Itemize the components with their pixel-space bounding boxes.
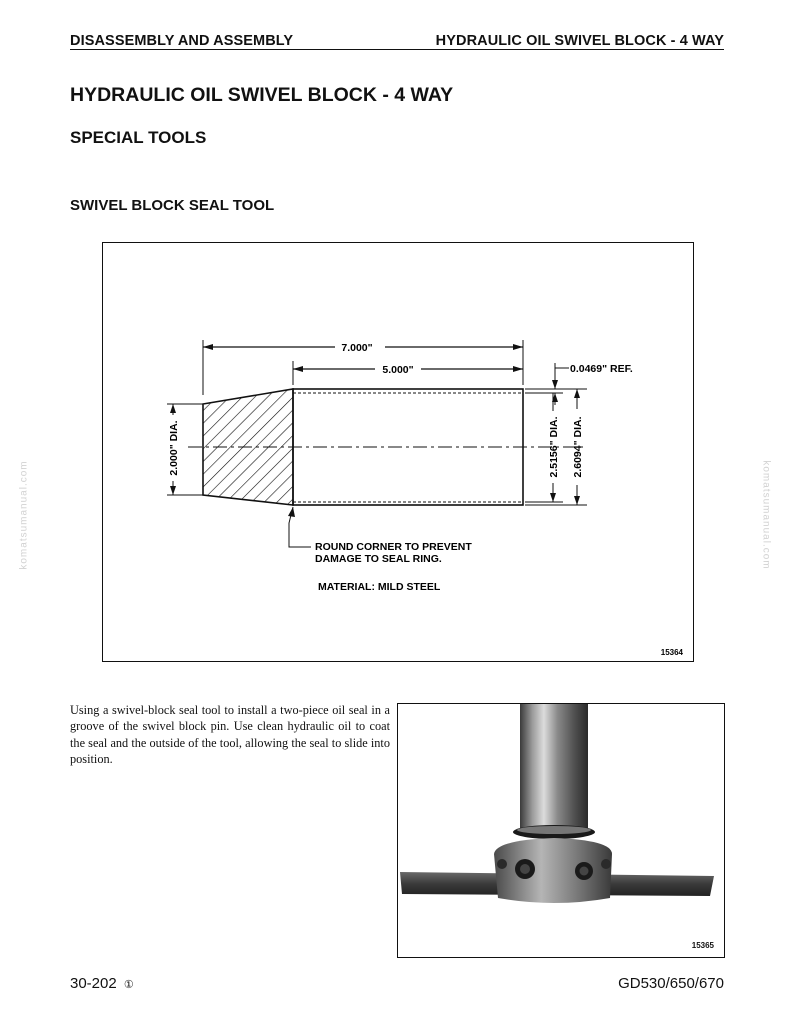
footer-model: GD530/650/670	[618, 975, 724, 992]
page-title: HYDRAULIC OIL SWIVEL BLOCK - 4 WAY	[70, 84, 454, 106]
page-number: 30-202	[70, 975, 117, 992]
watermark-left: komatsumanual.com	[18, 460, 30, 570]
subsection-title: SWIVEL BLOCK SEAL TOOL	[70, 197, 275, 214]
dimension-outer-diameter: 2.6094" DIA.	[572, 416, 584, 478]
revision-symbol: ①	[123, 979, 134, 991]
photo-pin	[520, 704, 588, 830]
photo-figure-number: 15365	[691, 941, 714, 950]
seal-tool-diagram	[103, 243, 693, 661]
dimension-ref-thickness: 0.0469" REF.	[570, 363, 633, 375]
corner-note-line1: ROUND CORNER TO PREVENT	[315, 541, 472, 553]
figure-number: 15364	[660, 648, 683, 657]
header-section-label: DISASSEMBLY AND ASSEMBLY	[70, 33, 294, 49]
photo-figure	[397, 703, 725, 958]
dimension-overall-length: 7.000"	[341, 342, 373, 354]
section-title: SPECIAL TOOLS	[70, 128, 207, 147]
watermark-right: komatsumanual.com	[760, 460, 772, 570]
tool-drawing-figure	[102, 242, 694, 662]
header-rule	[70, 49, 724, 50]
header-topic-label: HYDRAULIC OIL SWIVEL BLOCK - 4 WAY	[435, 33, 724, 49]
dimension-inner-diameter: 2.5156" DIA.	[548, 416, 560, 478]
dimension-tip-diameter: 2.000" DIA.	[168, 420, 180, 476]
photo-swivel-block	[494, 838, 612, 903]
instruction-paragraph: Using a swivel-block seal tool to install a two-piece oil seal in a groove of the swivel block pin. Use clean hydraulic oil to coat the seal and the outside of the tool, allowing the seal to slide into position.	[70, 703, 390, 767]
dimension-body-length: 5.000"	[382, 364, 414, 376]
footer-page	[70, 975, 134, 992]
swivel-block-photo	[398, 704, 724, 957]
material-note: MATERIAL: MILD STEEL	[318, 581, 441, 593]
corner-note-line2: DAMAGE TO SEAL RING.	[315, 553, 442, 565]
